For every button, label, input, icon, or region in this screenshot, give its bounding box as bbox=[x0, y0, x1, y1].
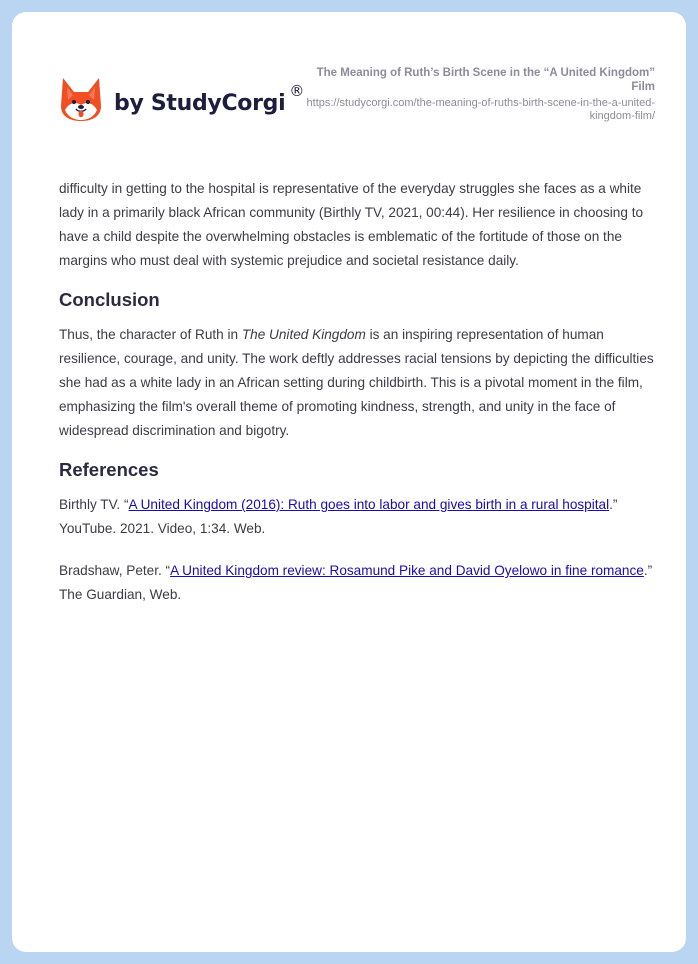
reference-link[interactable]: A United Kingdom review: Rosamund Pike and David Oyelowo in fine romance bbox=[170, 563, 644, 578]
registered-mark: ® bbox=[289, 82, 305, 100]
document-page bbox=[12, 12, 686, 952]
document-url[interactable]: https://studycorgi.com/the-meaning-of-ruths-birth-scene-in-the-a-united-kingdom-film/ bbox=[306, 97, 655, 122]
reference-item bbox=[59, 559, 654, 607]
reference-prefix: Bradshaw, Peter. “ bbox=[59, 563, 171, 578]
references-heading: References bbox=[59, 459, 159, 480]
reference-suffix: .” YouTube. 2021. Video, 1:34. Web. bbox=[59, 497, 618, 536]
conclusion-text-before: Thus, the character of Ruth in bbox=[59, 327, 242, 342]
reference-link[interactable]: A United Kingdom (2016): Ruth goes into labor and gives birth in a rural hospital bbox=[128, 497, 610, 512]
conclusion-paragraph bbox=[59, 323, 654, 443]
reference-prefix: Birthly TV. “ bbox=[59, 497, 129, 512]
reference-suffix: .” The Guardian, Web. bbox=[59, 563, 653, 602]
essay-content bbox=[59, 177, 654, 625]
corgi-icon bbox=[60, 76, 102, 122]
logo-wordmark: by StudyCorgi bbox=[114, 90, 286, 116]
studycorgi-logo[interactable] bbox=[60, 76, 304, 122]
conclusion-heading: Conclusion bbox=[59, 289, 160, 310]
film-title: The United Kingdom bbox=[241, 327, 366, 342]
document-meta bbox=[305, 66, 655, 123]
page-header bbox=[12, 12, 686, 152]
document-title: The Meaning of Ruth’s Birth Scene in the “A United Kingdom” Film bbox=[316, 67, 655, 93]
intro-paragraph: difficulty in getting to the hospital is representative of the everyday struggles she faces as a white lady in a primarily black African community (Birthly TV, 2021, 00:44). Her resilience in choosing to have a child despite the overwhelming obstacles is emblematic of the fortitude of those on the margins who must deal with systemic prejudice and societal resistance daily. bbox=[59, 181, 644, 268]
reference-item bbox=[59, 493, 654, 541]
conclusion-text-after: is an inspiring representation of human resilience, courage, and unity. The work deftly addresses racial tensions by depicting the difficulties she had as a white lady in an African setting during childbirth. This is a pivotal moment in the film, emphasizing the film's overall theme of promoting kindness, strength, and unity in the face of widespread discrimination and bigotry. bbox=[59, 327, 654, 438]
